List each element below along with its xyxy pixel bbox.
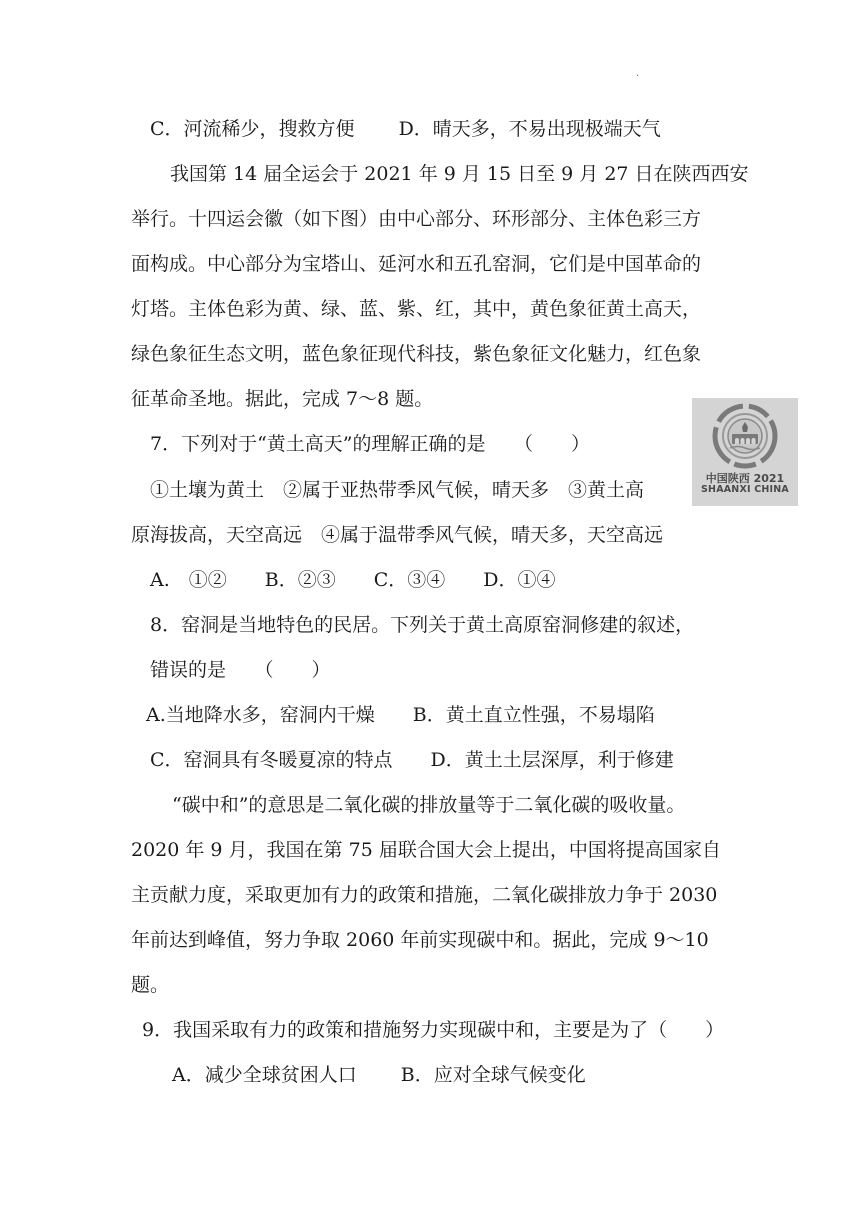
games-emblem <box>692 398 798 506</box>
question-8-options-cd: C．窑洞具有冬暖夏凉的特点 D．黄土土层深厚，利于修建 <box>150 749 674 771</box>
page-mark: . <box>636 68 640 79</box>
question-9-options-ab: A．减少全球贫困人口 B．应对全球气候变化 <box>172 1064 586 1086</box>
question-9: 9．我国采取有力的政策和措施努力实现碳中和，主要是为了（ ） <box>142 1019 725 1041</box>
passage-1-line-5: 绿色象征生态文明，蓝色象征现代科技，紫色象征文化魅力，红色象 <box>131 343 702 365</box>
passage-2-line-4: 年前达到峰值，努力争取 2060 年前实现碳中和。据此，完成 9～10 <box>131 929 709 951</box>
question-8: 8．窑洞是当地特色的民居。下列关于黄土高原窑洞修建的叙述， <box>150 614 695 636</box>
passage-2-line-3: 主贡献力度，采取更加有力的政策和措施，二氧化碳排放力争于 2030 <box>131 884 718 906</box>
question-7-statements-1: ①土壤为黄土 ②属于亚热带季风气候，晴天多 ③黄土高 <box>150 479 645 501</box>
passage-1-line-3: 面构成。中心部分为宝塔山、延河水和五孔窑洞，它们是中国革命的 <box>131 253 702 275</box>
question-7-statements-2: 原海拔高，天空高远 ④属于温带季风气候，晴天多，天空高远 <box>131 524 664 546</box>
passage-2-line-5: 题。 <box>131 974 170 996</box>
passage-2-line-1: “碳中和”的意思是二氧化碳的排放量等于二氧化碳的吸收量。 <box>172 794 686 816</box>
passage-1-line-4: 灯塔。主体色彩为黄、绿、蓝、紫、红，其中，黄色象征黄土高天， <box>131 298 702 320</box>
option-c-d-previous: C．河流稀少，搜救方便 D．晴天多，不易出现极端天气 <box>150 118 661 140</box>
question-7: 7．下列对于“黄土高天”的理解正确的是 （ ） <box>150 433 591 455</box>
emblem-graphic <box>692 398 798 470</box>
passage-1-line-2: 举行。十四运会徽（如下图）由中心部分、环形部分、主体色彩三方 <box>131 208 702 230</box>
passage-1-line-6: 征革命圣地。据此，完成 7～8 题。 <box>131 388 434 410</box>
passage-2-line-2: 2020 年 9 月，我国在第 75 届联合国大会上提出，中国将提高国家自 <box>131 839 721 861</box>
question-8-continued: 错误的是 （ ） <box>150 659 331 681</box>
emblem-text-cn: 中国陕西 2021 <box>705 472 785 485</box>
emblem-text-en: SHAANXI CHINA <box>701 484 789 495</box>
question-8-options-ab: A.当地降水多，窑洞内干燥 B．黄土直立性强，不易塌陷 <box>146 704 655 726</box>
question-7-options: A. ①② B．②③ C．③④ D．①④ <box>150 569 556 591</box>
passage-1-line-1: 我国第 14 届全运会于 2021 年 9 月 15 日至 9 月 27 日在陕西西安 <box>170 163 749 185</box>
